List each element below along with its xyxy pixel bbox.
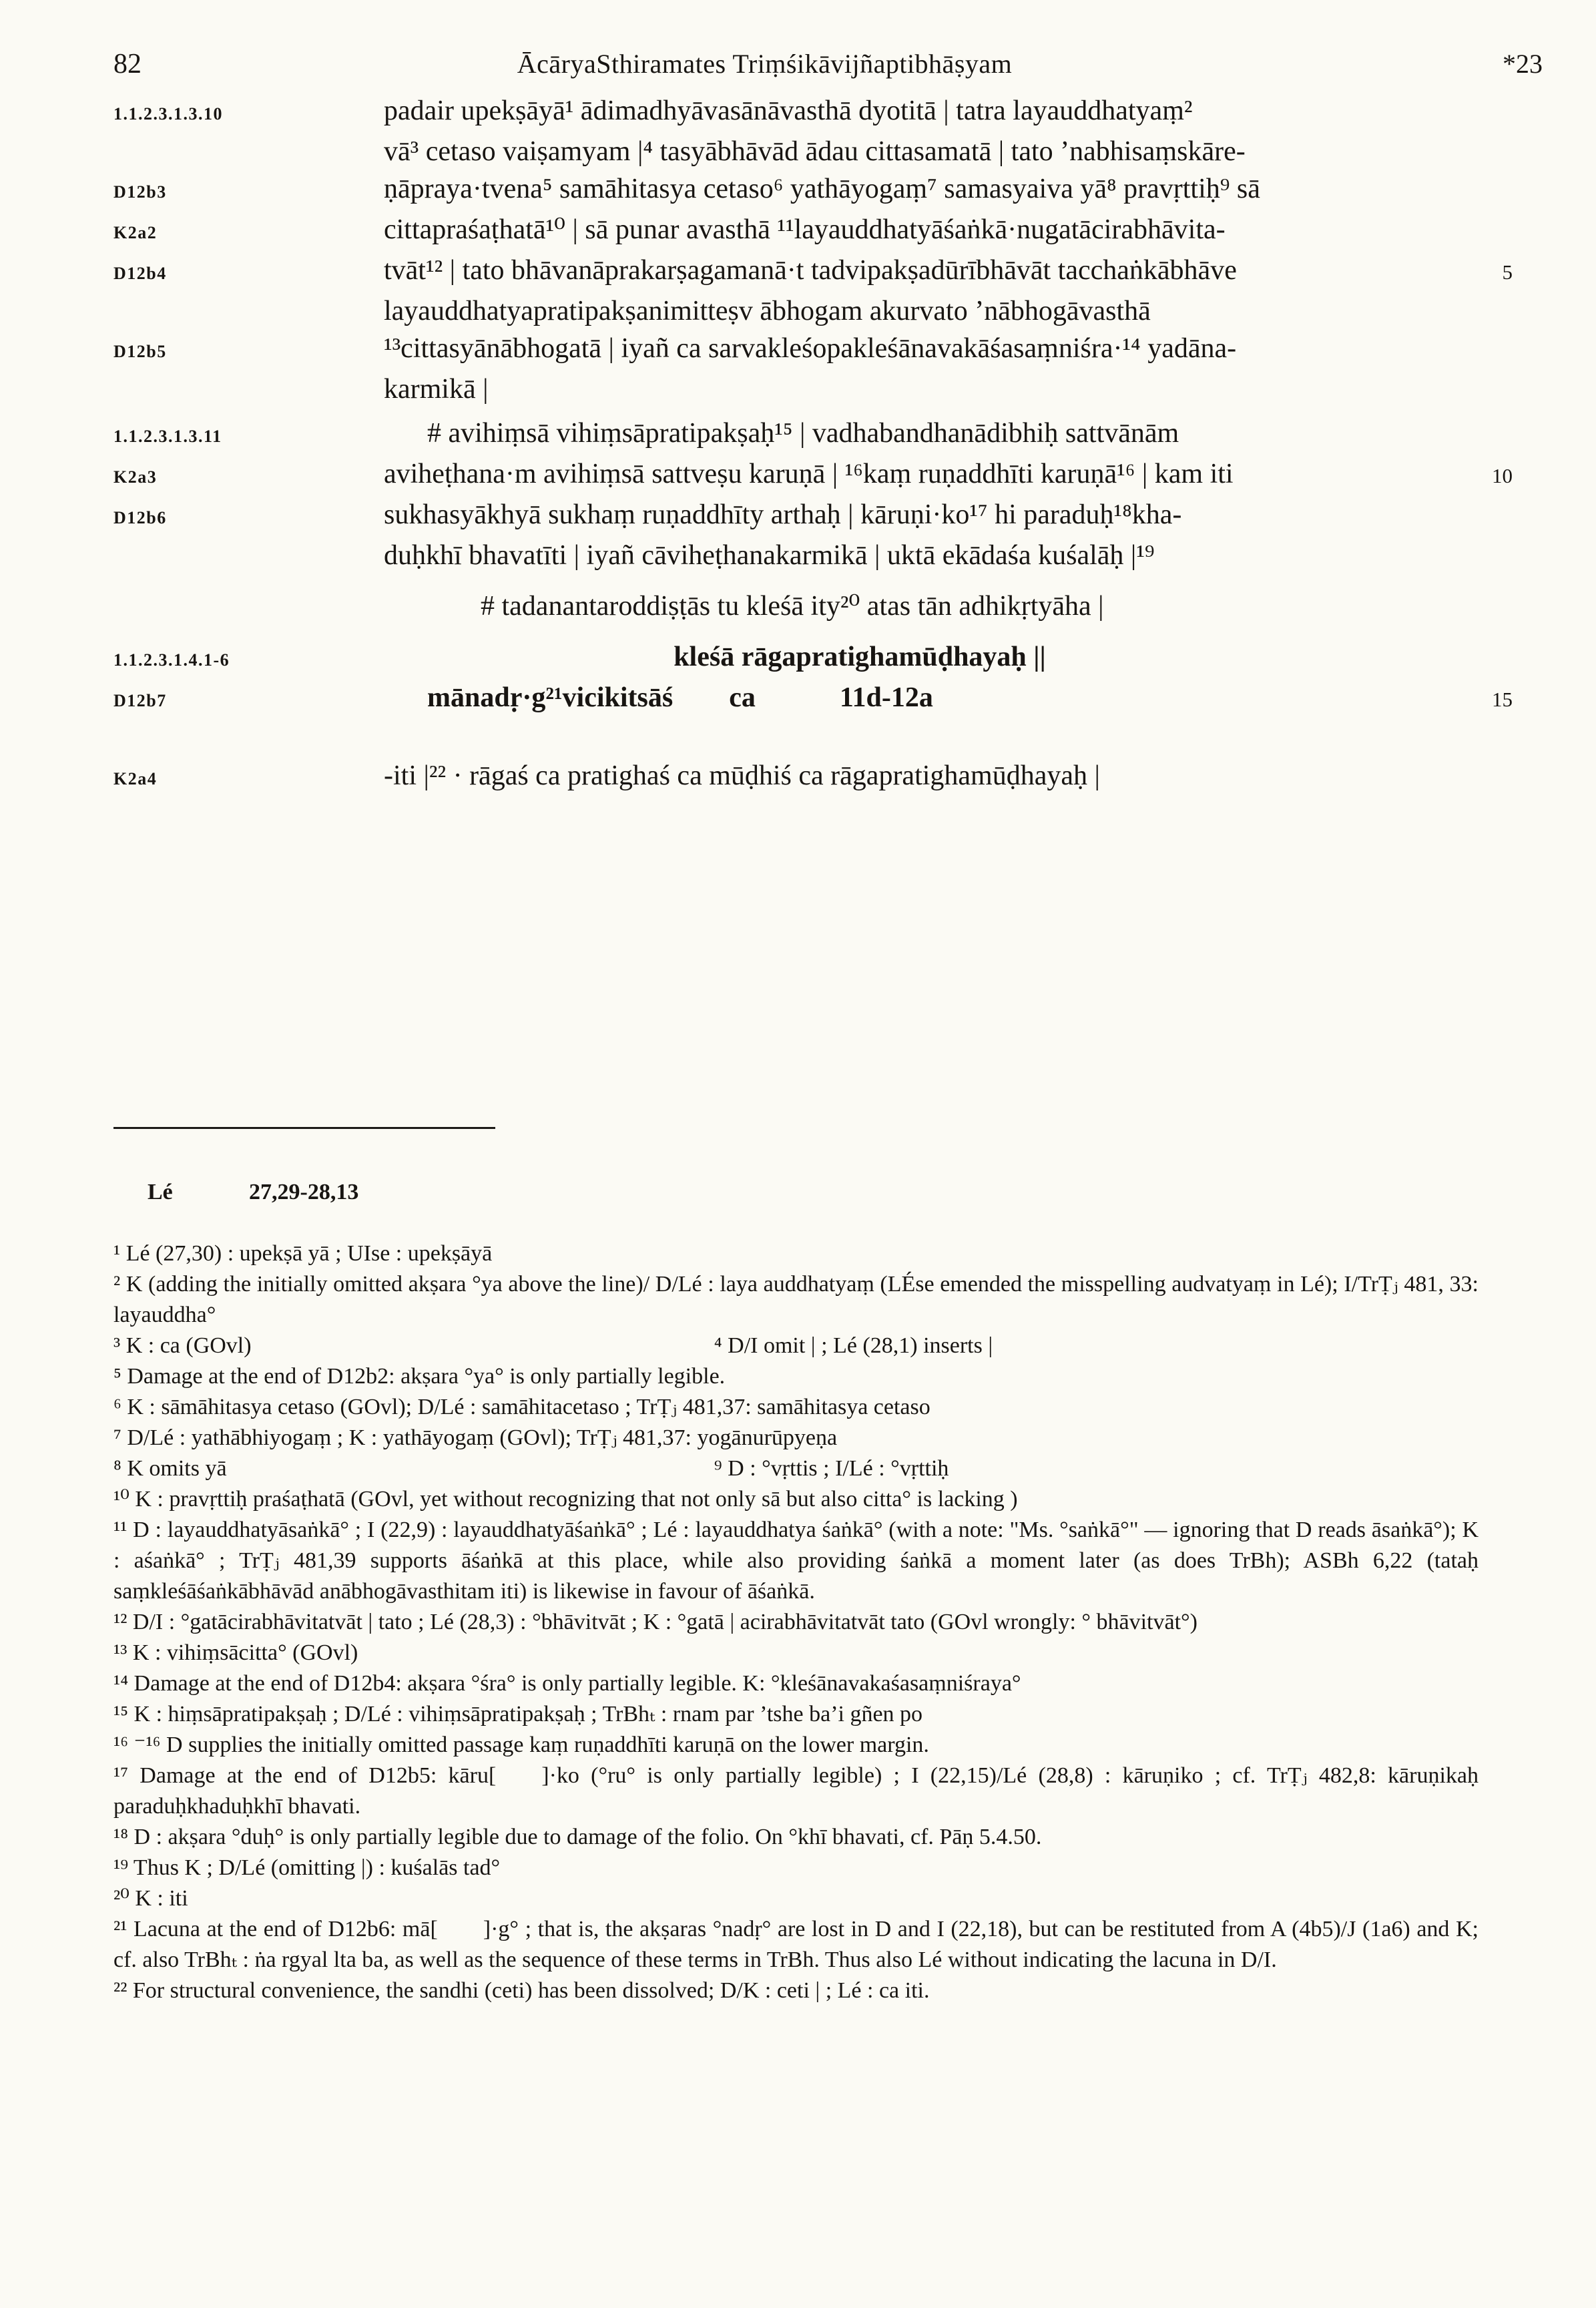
footnote-separator [113, 1127, 495, 1129]
line-text: ṇāpraya·tvena⁵ samāhitasya cetaso⁶ yathāyogaṃ⁷ samasyaiva yā⁸ pravṛttiḥ⁹ sā [384, 174, 1260, 204]
footnote: ² K (adding the initially omitted akṣara °ya above the line)/ D/Lé : laya auddhatyaṃ (LÉse emended the misspelling audvatyaṃ in Lé); I/TrṬⱼ 481, 33: layauddha° [113, 1272, 1485, 1327]
text-line [113, 170, 1543, 211]
margin-siglum: K2a3 [113, 467, 158, 487]
line-text: -iti |²² · rāgaś ca pratighaś ca mūḍhiś ca rāgapratighamūḍhayaḥ | [384, 760, 1100, 791]
page-number: 82 [113, 49, 142, 79]
footnote: ¹³ K : vihiṃsācitta° (GOvl) [113, 1640, 358, 1665]
footnotes-section [113, 1127, 1485, 2006]
footnote: ¹⁴ Damage at the end of D12b4: akṣara °śra° is only partially legible. K: °kleśānavakaśasaṃniśraya° [113, 1671, 1021, 1696]
line-text: vā³ cetaso vaiṣamyam |⁴ tasyābhāvād ādau cittasamatā | tato ’nabhisaṃskāre- [384, 136, 1246, 167]
text-line [113, 252, 1543, 292]
margin-siglum: K2a2 [113, 223, 158, 242]
apparatus-lemma-line [113, 1146, 1479, 1238]
line-text: mānadṛ·g²¹vicikitsāś ca 11d-12a [427, 682, 933, 713]
footnote: ⁹ D : °vṛttis ; I/Lé : °vṛttiḥ [714, 1456, 949, 1481]
footnote: ²⁰ K : iti [113, 1886, 188, 1911]
lemma-siglum: Lé [148, 1180, 173, 1204]
text-line [113, 757, 1543, 798]
margin-siglum: 1.1.2.3.1.3.11 [113, 427, 222, 446]
footnote: ²¹ Lacuna at the end of D12b6: mā[ ]·g° ; that is, the akṣaras °nadṛ° are lost in D and I (22,18), but can be restituted from A (4b5)/J (1a6) and K; cf. also TrBhₜ : ṅa rgyal lta ba, as well as the sequence of these terms in TrBh. Thus also Lé without indicating the lacuna in D/I. [113, 1917, 1485, 1972]
footnote-row [113, 1331, 1479, 1361]
text-line [113, 496, 1543, 537]
footnote: ¹ Lé (27,30) : upekṣā yā ; UIse : upekṣāyā [113, 1241, 493, 1266]
text-line [113, 371, 1543, 408]
line-text: sukhasyākhyā sukhaṃ ruṇaddhīty arthaḥ | kāruṇi·ko¹⁷ hi paraduḥ¹⁸kha- [384, 499, 1182, 530]
text-line [113, 330, 1543, 371]
margin-siglum: D12b6 [113, 508, 167, 527]
folio-marker: *23 [1503, 49, 1543, 79]
margin-line-number: 5 [1502, 260, 1513, 284]
footnote: ²² For structural convenience, the sandhi (ceti) has been dissolved; D/K : ceti | ; Lé : ca iti. [113, 1978, 930, 2003]
footnote: ¹⁶ ⁻¹⁶ D supplies the initially omitted passage kaṃ ruṇaddhīti karuṇā on the lower margin. [113, 1733, 929, 1757]
margin-siglum: D12b5 [113, 342, 167, 361]
line-text: kleśā rāgapratighamūḍhayaḥ || [674, 642, 1046, 672]
verse-line [113, 679, 1543, 720]
line-text: duḥkhī bhavatīti | iyañ cāviheṭhanakarmikā | uktā ekādaśa kuśalāḥ |¹⁹ [384, 540, 1155, 571]
margin-siglum: D12b7 [113, 691, 167, 710]
text-line [113, 537, 1543, 574]
footnote: ¹⁵ K : hiṃsāpratipakṣaḥ ; D/Lé : vihiṃsāpratipakṣaḥ ; TrBhₜ : rnam par ’tshe ba’i gñen po [113, 1702, 923, 1726]
footnote: ⁴ D/I omit | ; Lé (28,1) inserts | [714, 1333, 993, 1358]
footnote: ³ K : ca (GOvl) [113, 1333, 252, 1358]
margin-siglum: 1.1.2.3.1.4.1-6 [113, 650, 230, 670]
footnote: ¹⁰ K : pravṛttiḥ praśaṭhatā (GOvl, yet without recognizing that not only sā but also citta° is lacking ) [113, 1487, 1018, 1512]
footnote: ¹⁷ Damage at the end of D12b5: kāru[ ]·ko (°ru° is only partially legible) ; I (22,15)/Lé (28,8) : kāruṇiko ; cf. TrṬⱼ 482,8: kāruṇikaḥ paraduḥkhaduḥkhī bhavati. [113, 1763, 1485, 1819]
footnote: ¹⁹ Thus K ; D/Lé (omitting |) : kuśalās tad° [113, 1855, 501, 1880]
line-text: ¹³cittasyānābhogatā | iyañ ca sarvakleśopakleśānavakāśasaṃniśra·¹⁴ yadāna- [384, 333, 1237, 364]
footnote: ¹⁸ D : akṣara °duḥ° is only partially legible due to damage of the folio. On °khī bhavati, cf. Pāṇ 5.4.50. [113, 1825, 1042, 1849]
running-title: ĀcāryaSthiramates Triṃśikāvijñaptibhāṣyam [517, 49, 1013, 79]
line-text: layauddhatyapratipakṣanimitteṣv ābhogam akurvato ’nābhogāvasthā [384, 296, 1151, 326]
footnote: ⁵ Damage at the end of D12b2: akṣara °ya° is only partially legible. [113, 1364, 726, 1389]
footnote: ¹¹ D : layauddhatyāsaṅkā° ; I (22,9) : layauddhatyāśaṅkā° ; Lé : layauddhatya śaṅkā° (with a note: "Ms. °saṅkā°" — ignoring that D reads āsaṅkā°); K : aśaṅkā° ; TrṬⱼ 481,39 supports āśaṅkā at this place, while also providing śaṅkā a moment later (as does TrBh); ASBh 6,22 (tataḥ saṃkleśāśaṅkābhāvād anābhogāvasthitam iti) is likewise in favour of āśaṅkā. [113, 1518, 1485, 1604]
text-line [113, 455, 1543, 496]
line-text: # avihiṃsā vihiṃsāpratipakṣaḥ¹⁵ | vadhabandhanādibhiḥ sattvānām [427, 418, 1179, 449]
text-line [113, 133, 1543, 170]
margin-line-number: 10 [1492, 464, 1513, 487]
footnote: ⁷ D/Lé : yathābhiyogaṃ ; K : yathāyogaṃ (GOvl); TrṬⱼ 481,37: yogānurūpyeṇa [113, 1425, 838, 1450]
running-head [113, 48, 1543, 84]
text-line [113, 292, 1543, 330]
line-text: tvāt¹² | tato bhāvanāprakarṣagamanā·t tadvipakṣadūrībhāvāt tacchaṅkābhāve [384, 255, 1237, 286]
footnote: ⁸ K omits yā [113, 1456, 227, 1481]
footnote-row [113, 1453, 1479, 1484]
line-text: karmikā | [384, 374, 489, 405]
text-line [113, 92, 1543, 133]
text-line [113, 415, 1543, 455]
text-line [113, 211, 1543, 252]
footnote: ¹² D/I : °gatācirabhāvitatvāt | tato ; Lé (28,3) : °bhāvitvāt ; K : °gatā | acirabhāvitatvāt tato (GOvl wrongly: ° bhāvitvāt°) [113, 1610, 1198, 1634]
line-text: # tadanantaroddiṣṭās tu kleśā ity²⁰ atas tān adhikṛtyāha | [481, 591, 1104, 622]
line-text: padair upekṣāyā¹ ādimadhyāvasānāvasthā dyotitā | tatra layauddhatyaṃ² [384, 95, 1193, 126]
margin-line-number: 15 [1492, 688, 1513, 711]
lemma-reference: 27,29-28,13 [249, 1180, 359, 1204]
margin-siglum: K2a4 [113, 769, 158, 788]
margin-siglum: D12b4 [113, 264, 167, 283]
verse-line [113, 638, 1543, 679]
text-line [113, 588, 1543, 625]
margin-siglum: 1.1.2.3.1.3.10 [113, 104, 223, 124]
edition-text-block [113, 92, 1543, 798]
margin-siglum: D12b3 [113, 182, 167, 202]
line-text: aviheṭhana·m avihiṃsā sattveṣu karuṇā | ¹⁶kaṃ ruṇaddhīti karuṇā¹⁶ | kam iti [384, 459, 1234, 489]
line-text: cittapraśaṭhatā¹⁰ | sā punar avasthā ¹¹layauddhatyāśaṅkā·nugatācirabhāvita- [384, 214, 1226, 245]
footnote: ⁶ K : sāmāhitasya cetaso (GOvl); D/Lé : samāhitacetaso ; TrṬⱼ 481,37: samāhitasya cetaso [113, 1395, 930, 1419]
